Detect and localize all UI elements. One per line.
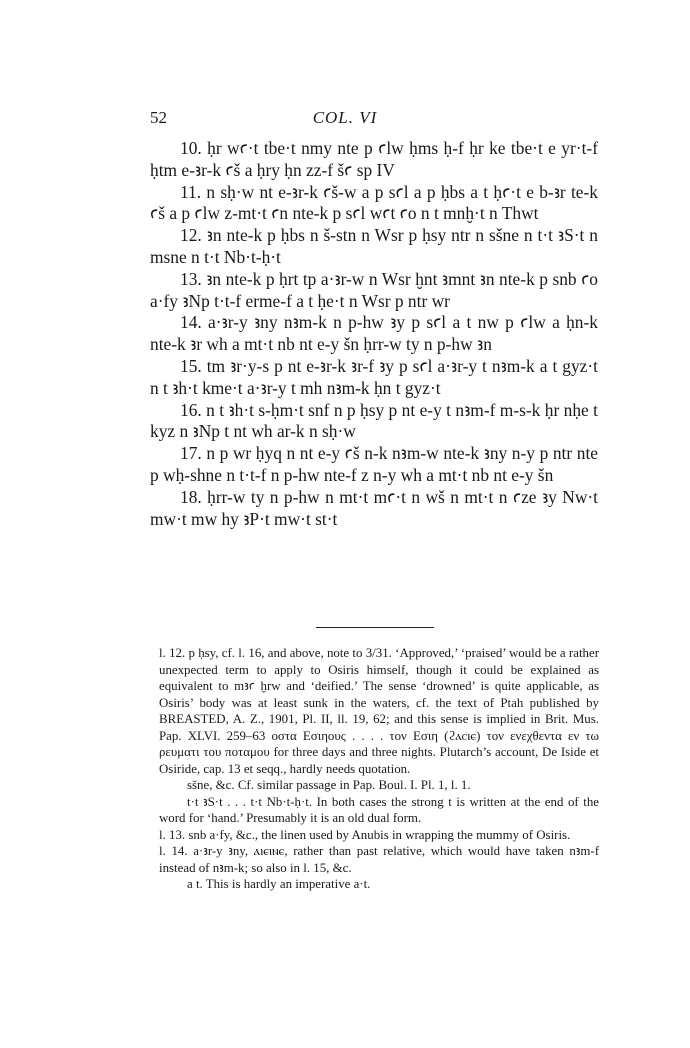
footnote-l13: l. 13. snb a·fy, &c., the linen used by Anubis in wrapping the mummy of Osiris. — [159, 827, 571, 842]
transliteration-line-13: 13. ꜣn nte-k p ḥrt tp a·ꜣr-w n Wsr ḫnt ꜣmnt ꜣn nte-k p snb ꜥo a·fy ꜣNp t·t-f erme-f a t ḥe·t n Wsr p ntr wr — [150, 268, 598, 311]
transliteration-line-18: 18. ḥrr-w ty n p-hw n mt·t mꜥ·t n wš n mt·t n ꜥze ꜣy Nw·t mw·t mw hy ꜣP·t mw·t st·t — [150, 486, 598, 529]
footnote-at: a t. This is hardly an imperative a·t. — [187, 877, 371, 891]
transliteration-line-11: 11. n sḥ·w nt e-ꜣr-k ꜥš-w a p sꜥl a p ḥbs a t ḥꜥ·t e b-ꜣr te-k ꜥš a p ꜥlw z-mt·t ꜥn nte-k p sꜥl wꜥt ꜥo n t mnḫ·t n Thwt — [150, 181, 598, 224]
transliteration-text — [150, 138, 598, 530]
footnote-sshne: sšne, &c. Cf. similar passage in Pap. Boul. I. Pl. 1, l. 1. — [187, 778, 471, 792]
transliteration-line-15: 15. tm ꜣr·y-s p nt e-ꜣr-k ꜣr-f ꜣy p sꜥl a·ꜣr-y t nꜣm-k a t gyz·t n t ꜣh·t kme·t a·ꜣr-y t mh nꜣm-k ḥn t gyz·t — [150, 355, 598, 398]
transliteration-line-17: 17. n p wr ḥyq n nt e-y ꜥš n-k nꜣm-w nte-k ꜣny n-y p ntr nte p wḥ-shne n t·t-f n p-hw nte-f z n-y wh a mt·t nb nt e-y šn — [150, 443, 598, 485]
running-title: COL. VI — [312, 108, 378, 127]
transliteration-line-16: 16. n t ꜣh·t s-ḥm·t snf n p ḥsy p nt e-y t nꜣm-f m-s-k ḥr nḥe t kyz n ꜣNp t nt wh ar-k n sḥ·w — [150, 399, 598, 442]
footnote-l14: l. 14. a·ꜣr-y ꜣny, ⲁⲓⲉⲓⲛⲉ, rather than past relative, which would have taken nꜣm-f instead of nꜣm-k; so also in l. 15, &c. — [159, 844, 599, 875]
footnote-hand: t·t ꜣS·t . . . t·t Nb·t-ḥ·t. In both cases the strong t is written at the end of the word for ‘hand.’ Presumably it is an old dual form. — [159, 794, 599, 825]
footnotes — [159, 645, 599, 893]
page-number: 52 — [150, 108, 167, 127]
footnote-l12: l. 12. p ḥsy, cf. l. 16, and above, note to 3/31. ‘Approved,’ ‘praised’ would be a rather unexpected term to apply to Osiris himself, though it could be explained as equivalent to mꜣꜥ ḫrw and ‘deified.’ The sense ‘drowned’ is quite applicable, as Osiris’ body was at least sunk in the waters, cf. the text of Ptah published by BREASTED, A. Z., 1901, Pl. II, ll. 19, 62; and this sense is implied in Brit. Mus. Pap. XLVI. 259–63 οστα Εσιηους . . . . τον Εσιη (ϩⲁⲥⲓⲉ) τον ενεχθεντα εν τω ρευματι του ποταμου for three days and three nights. Plutarch’s account, De Iside et Osiride, cap. 13 et seqq., hardly needs quotation. — [159, 646, 599, 776]
transliteration-line-14: 14. a·ꜣr-y ꜣny nꜣm-k n p-hw ꜣy p sꜥl a t nw p ꜥlw a ḥn-k nte-k ꜣr wh a mt·t nb nt e-y šn ḥrr-w ty n p-hw ꜣn — [150, 312, 598, 355]
section-divider — [316, 627, 434, 628]
transliteration-line-12: 12. ꜣn nte-k p ḥbs n š-stn n Wsr p ḥsy ntr n sšne n t·t ꜣS·t n msne n t·t Nb·t-ḥ·t — [150, 225, 598, 267]
transliteration-line-10: 10. ḥr wꜥ·t tbe·t nmy nte p ꜥlw ḥms ḥ-f ḥr ke tbe·t e yr·t-f ḥtm e-ꜣr-k ꜥš a ḥry ḥn zz-f šꜥ sp IV — [150, 138, 598, 180]
